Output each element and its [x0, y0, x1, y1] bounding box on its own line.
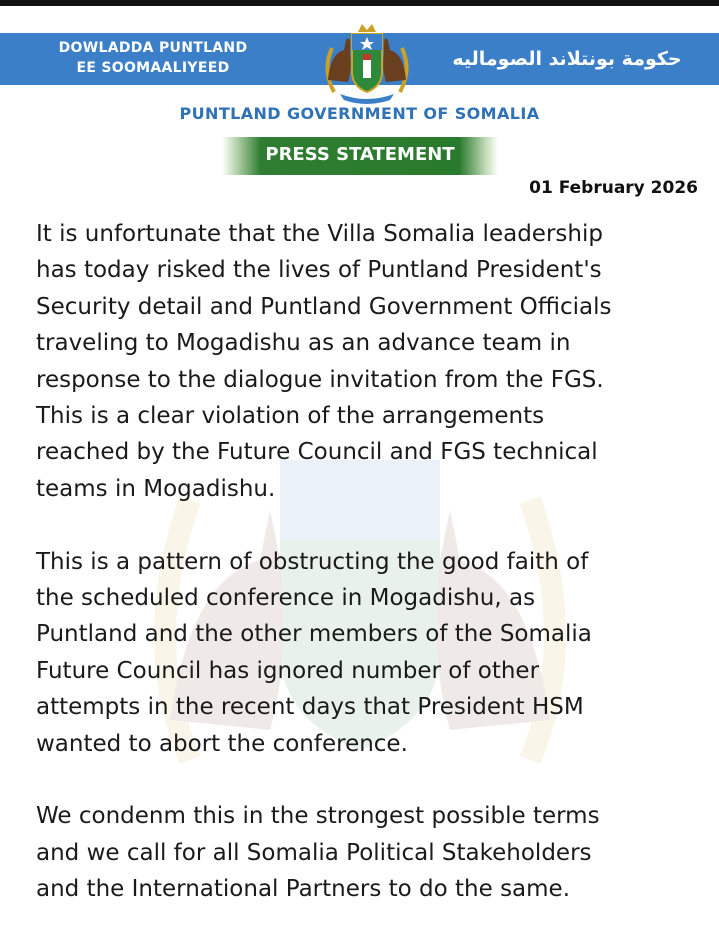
- header-arabic-title: حكومة بونتلاند الصوماليه: [452, 48, 682, 70]
- top-border: [0, 0, 719, 6]
- coat-of-arms-icon: [314, 20, 420, 104]
- header-somali-line2: EE SOOMAALIYEED: [76, 60, 230, 76]
- government-title: PUNTLAND GOVERNMENT OF SOMALIA: [179, 104, 540, 123]
- header-somali-title: [38, 38, 268, 78]
- statement-paragraph-1: It is unfortunate that the Villa Somalia leadership has today risked the lives of Puntland President's Security detail and Puntland Government Officials traveling to Mogadishu as an advance team in response to the dialogue invitation from the FGS. This is a clear violation of the arrangements reached by the Future Council and FGS technical teams in Mogadishu.: [36, 221, 612, 502]
- header-somali-line1: DOWLADDA PUNTLAND: [58, 40, 248, 56]
- statement-date: 01 February 2026: [529, 178, 698, 198]
- statement-paragraph-3: We condenm this in the strongest possible terms and we call for all Somalia Political Stakeholders and the International Partners to do the same.: [36, 803, 600, 903]
- press-statement-label: PRESS STATEMENT: [265, 144, 455, 165]
- statement-body: [36, 216, 696, 944]
- statement-paragraph-2: This is a pattern of obstructing the good faith of the scheduled conference in Mogadishu, as Puntland and the other members of the Somalia Future Council has ignored number of other attempts in the recent days that President HSM wanted to abort the conference.: [36, 548, 592, 757]
